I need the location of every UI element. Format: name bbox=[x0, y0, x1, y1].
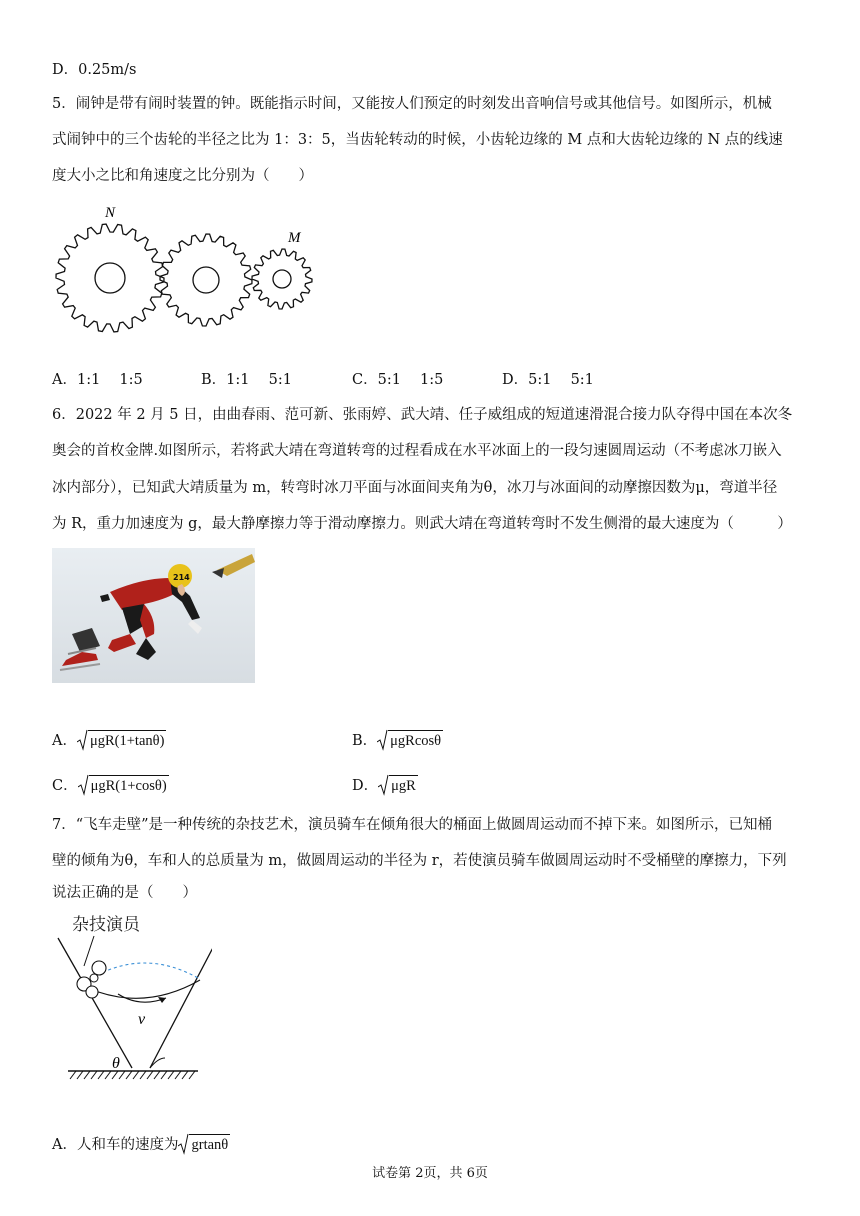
q7-option-a[interactable]: A．人和车的速度为 grtanθ bbox=[52, 1134, 230, 1155]
ground-hatch bbox=[77, 1071, 83, 1079]
q6-stem-line3: 冰内部分），已知武大靖质量为 m，转弯时冰刀平面与冰面间夹角为θ，冰刀与冰面间的动摩擦因数为μ，弯道半径 bbox=[52, 480, 778, 496]
gear-label-m: M bbox=[288, 230, 301, 246]
gear-medium-hub bbox=[193, 267, 219, 293]
q5-stem-line3: 度大小之比和角速度之比分别为（ ） bbox=[52, 168, 313, 184]
q5-option-c[interactable]: C．5:1 1:5 bbox=[352, 372, 444, 388]
ground-hatch bbox=[182, 1071, 188, 1079]
ground-hatch bbox=[133, 1071, 139, 1079]
ground-hatch bbox=[168, 1071, 174, 1079]
q4-option-d: D．0.25m/s bbox=[52, 62, 137, 78]
q6-option-d-expr: μgR bbox=[389, 775, 418, 796]
q5-stem-line2: 式闹钟中的三个齿轮的半径之比为 1：3：5，当齿轮转动的时候，小齿轮边缘的 M 点和大齿轮边缘的 N 点的线速 bbox=[52, 132, 783, 148]
gear-small bbox=[252, 249, 312, 309]
sqrt-symbol bbox=[77, 730, 166, 751]
q6-stem-line1: 6．2022 年 2 月 5 日，由曲春雨、范可新、张雨婷、武大靖、任子威组成的短道速滑混合接力队夺得中国在本次冬 bbox=[52, 407, 793, 423]
q6-option-b-expr: μgRcosθ bbox=[388, 730, 443, 751]
q5-option-d[interactable]: D．5:1 5:1 bbox=[502, 372, 594, 388]
sqrt-symbol bbox=[178, 1134, 230, 1155]
gear-label-n: N bbox=[105, 205, 116, 221]
gear-large-hub bbox=[95, 263, 125, 293]
ground-hatch bbox=[161, 1071, 167, 1079]
q7-stem-line2: 壁的倾角为θ，车和人的总质量为 m，做圆周运动的半径为 r，若使演员骑车做圆周运动时不受桶壁的摩擦力，下列 bbox=[52, 853, 787, 869]
sqrt-symbol bbox=[378, 775, 418, 796]
ground-hatch bbox=[91, 1071, 97, 1079]
ground-hatch bbox=[84, 1071, 90, 1079]
q6-stem-line4: 为 R，重力加速度为 g，最大静摩擦力等于滑动摩擦力。则武大靖在弯道转弯时不发生侧滑的最大速度为（ ） bbox=[52, 516, 792, 532]
wall-of-death-diagram bbox=[52, 908, 212, 1083]
ground-hatch bbox=[140, 1071, 146, 1079]
q6-option-d[interactable]: D． μgR bbox=[352, 775, 418, 796]
q7-stem-line3: 说法正确的是（ ） bbox=[52, 885, 197, 901]
gear-diagram bbox=[50, 195, 330, 340]
ground-hatch bbox=[175, 1071, 181, 1079]
q5-stem-line1: 5．闹钟是带有闹时装置的钟。既能指示时间，又能按人们预定的时刻发出音响信号或其他信号。如图所示，机械 bbox=[52, 96, 772, 112]
q7-option-a-expr: grtanθ bbox=[189, 1134, 230, 1155]
gear-small-hub bbox=[273, 270, 291, 288]
label-velocity: v bbox=[138, 1011, 146, 1028]
q6-option-b[interactable]: B． μgRcosθ bbox=[352, 730, 443, 751]
gear-medium bbox=[160, 234, 252, 326]
q6-option-a-expr: μgR(1+tanθ) bbox=[88, 730, 166, 751]
label-performer: 杂技演员 bbox=[72, 915, 140, 935]
ground-hatch bbox=[98, 1071, 104, 1079]
ground-hatch bbox=[112, 1071, 118, 1079]
q6-option-a[interactable]: A． μgR(1+tanθ) bbox=[52, 730, 166, 751]
q7-stem-line1: 7．“飞车走壁”是一种传统的杂技艺术，演员骑车在倾角很大的桶面上做圆周运动而不掉下来。如图所示，已知桶 bbox=[52, 817, 773, 833]
ground-hatch bbox=[126, 1071, 132, 1079]
q5-option-b[interactable]: B．1:1 5:1 bbox=[201, 372, 292, 388]
sqrt-symbol bbox=[377, 730, 443, 751]
ground-hatch bbox=[105, 1071, 111, 1079]
q6-option-c-expr: μgR(1+cosθ) bbox=[89, 775, 169, 796]
ground-hatch bbox=[119, 1071, 125, 1079]
ground-hatch bbox=[70, 1071, 76, 1079]
label-theta: θ bbox=[112, 1055, 120, 1072]
ground-hatch bbox=[147, 1071, 153, 1079]
page-footer: 试卷第 2页，共 6页 bbox=[372, 1166, 488, 1181]
sqrt-symbol bbox=[78, 775, 169, 796]
ground-hatch bbox=[154, 1071, 160, 1079]
helmet-number: 214 bbox=[173, 573, 190, 582]
ground-hatch bbox=[189, 1071, 195, 1079]
speed-skater-photo bbox=[52, 548, 255, 683]
q6-option-c[interactable]: C． μgR(1+cosθ) bbox=[52, 775, 169, 796]
q5-option-a[interactable]: A．1:1 1:5 bbox=[52, 372, 143, 388]
q6-stem-line2: 奥会的首枚金牌.如图所示，若将武大靖在弯道转弯的过程看成在水平冰面上的一段匀速圆周运动（不考虑冰刀嵌入 bbox=[52, 443, 782, 459]
gear-large bbox=[56, 224, 164, 332]
